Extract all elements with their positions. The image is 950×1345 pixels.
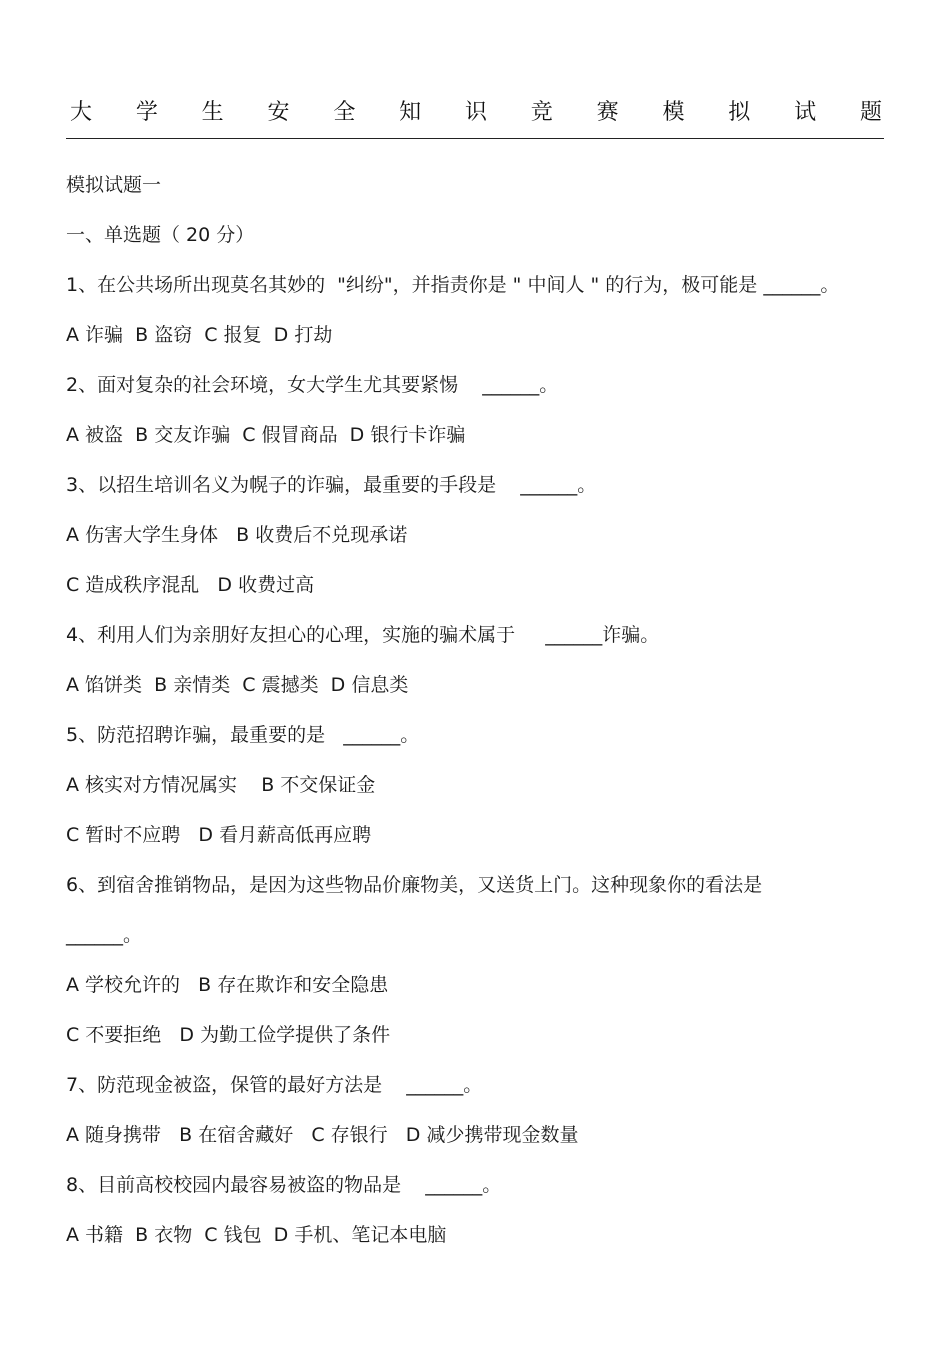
title-char: 竞	[530, 100, 553, 125]
question-6-options-cd: C 不要拒绝 D 为勤工俭学提供了条件	[66, 1024, 391, 1046]
title-char: 赛	[596, 100, 619, 125]
question-4-options: A 馅饼类 B 亲情类 C 震撼类 D 信息类	[66, 674, 409, 696]
title-char: 学	[135, 100, 158, 125]
question-6-options-ab: A 学校允许的 B 存在欺诈和安全隐患	[66, 974, 389, 996]
title-char: 题	[859, 100, 882, 125]
question-2-options: A 被盗 B 交友诈骗 C 假冒商品 D 银行卡诈骗	[66, 424, 466, 446]
section-heading: 一、单选题（ 20 分）	[66, 224, 255, 246]
title-char: 识	[464, 100, 487, 125]
question-1: 1、在公共场所出现莫名其妙的 "纠纷"，并指责你是 " 中间人 " 的行为，极可能是 ______。	[66, 274, 840, 296]
question-3-options-ab: A 伤害大学生身体 B 收费后不兑现承诺	[66, 524, 408, 546]
title-char: 模	[662, 100, 685, 125]
title-char: 生	[201, 100, 224, 125]
question-7: 7、防范现金被盗，保管的最好方法是 ______。	[66, 1074, 483, 1096]
question-8-options: A 书籍 B 衣物 C 钱包 D 手机、笔记本电脑	[66, 1224, 447, 1246]
question-6-blank: ______。	[66, 924, 143, 946]
question-6: 6、到宿舍推销物品，是因为这些物品价廉物美，又送货上门。这种现象你的看法是	[66, 874, 763, 896]
question-8: 8、目前高校校园内最容易被盗的物品是 ______。	[66, 1174, 502, 1196]
question-7-options: A 随身携带 B 在宿舍藏好 C 存银行 D 减少携带现金数量	[66, 1124, 579, 1146]
question-2: 2、面对复杂的社会环境，女大学生尤其要紧惕 ______。	[66, 374, 559, 396]
title-char: 试	[794, 100, 817, 125]
title-char: 拟	[728, 100, 751, 125]
question-3-options-cd: C 造成秩序混乱 D 收费过高	[66, 574, 315, 596]
document-title	[70, 96, 882, 130]
question-5-options-cd: C 暂时不应聘 D 看月薪高低再应聘	[66, 824, 372, 846]
title-char: 安	[267, 100, 290, 125]
question-3: 3、以招生培训名义为幌子的诈骗，最重要的手段是 ______。	[66, 474, 597, 496]
question-1-options: A 诈骗 B 盗窃 C 报复 D 打劫	[66, 324, 333, 346]
title-char: 全	[333, 100, 356, 125]
exam-subtitle: 模拟试题一	[66, 174, 162, 196]
question-4: 4、利用人们为亲朋好友担心的心理，实施的骗术属于 ______诈骗。	[66, 624, 660, 646]
title-underline	[66, 138, 884, 139]
title-char: 大	[70, 100, 93, 125]
question-5-options-ab: A 核实对方情况属实 B 不交保证金	[66, 774, 376, 796]
question-5: 5、防范招聘诈骗，最重要的是 ______。	[66, 724, 420, 746]
title-char: 知	[399, 100, 422, 125]
